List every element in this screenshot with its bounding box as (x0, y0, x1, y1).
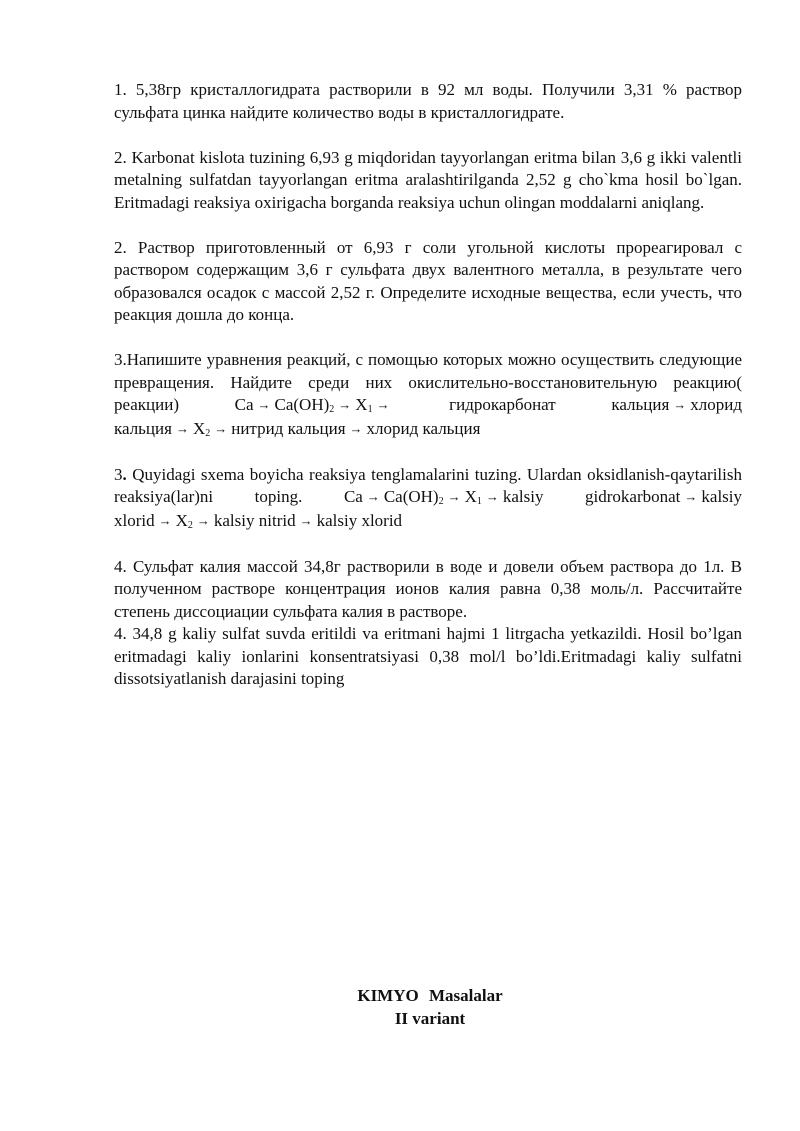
problem-list (114, 79, 742, 691)
arrow-icon: → (376, 397, 390, 412)
formula-ca: Ca (343, 487, 363, 506)
chain-step-4: kalsiy xlorid (316, 510, 403, 530)
problem-3-uz-number: 3 (114, 464, 123, 484)
footer-variant: II variant (394, 1008, 466, 1028)
formula-x2: $X_2$ (175, 510, 193, 531)
problem-2-uz: 2. Karbonat kislota tuzining 6,93 g miqdoridan tayyorlangan eritma bilan 3,6 g ikki valentli metalning sulfatdan tayyorlangan eritma aralashtirilganda 2,52 g cho`kma hosil bo`lgan. Eritmadagi reaksiya oxirigacha borganda reaksiya uchun olingan moddalarni aniqlang. (114, 147, 742, 212)
chain-step-4: хлорид кальция (366, 418, 481, 438)
arrow-icon: → (158, 512, 172, 528)
problem-4-uz: 4. 34,8 g kaliy sulfat suvda eritildi va eritmani hajmi 1 litrgacha yetkazildi. Hosil bo’lgan eritmadagi kaliy ionlarini konsentratsiyasi 0,38 mol/l bo’ldi.Eritmadagi kaliy sulfatni dissotsiyatlanish darajasini toping (114, 624, 742, 688)
chain-step-3: kalsiy nitrid (213, 510, 296, 530)
formula-ca: Ca (234, 395, 254, 414)
arrow-icon: → (338, 397, 352, 412)
arrow-icon: → (196, 512, 210, 528)
arrow-icon: → (214, 420, 228, 436)
chain-step-1: kalsiy gidrokarbonat (502, 487, 681, 506)
footer (0, 985, 800, 1030)
formula-x1: $X_1$ (355, 395, 373, 415)
arrow-icon: → (673, 397, 687, 412)
arrow-icon: → (349, 420, 363, 436)
arrow-icon: → (684, 489, 698, 504)
chain-step-3: нитрид кальция (231, 418, 346, 438)
problem-3-uz-intro: Quyidagi sxema boyicha reaksiya tenglamalarini tuzing. Ulardan oksidlanish-qaytarilish reaksiya(lar)ni toping. (114, 464, 742, 506)
arrow-icon: → (175, 420, 189, 436)
arrow-icon: → (366, 489, 380, 504)
problem-3-ru (114, 349, 742, 441)
arrow-icon: → (257, 397, 271, 412)
formula-caoh2: $Ca(OH)_2$ (383, 487, 444, 507)
arrow-icon: → (485, 489, 499, 504)
chain-step-2: хлорид кальция (114, 395, 743, 438)
problem-3-ru-intro: 3.Напишите уравнения реакций, с помощью которых можно осуществить следующие превращения. Найдите среди них окислительно-восстановительную реакцию( реакции) (114, 350, 742, 414)
formula-x2: $X_2$ (192, 418, 211, 439)
footer-title: KIMYO Masalalar (357, 986, 503, 1005)
problem-4-ru: 4. Сульфат калия массой 34,8г растворили в воде и довели объем раствора до 1л. В полученном растворе концентрация ионов калия равна 0,38 моль/л. Рассчитайте степень диссоциации сульфата калия в растворе. (114, 556, 742, 621)
formula-x1: $X_1$ (464, 487, 482, 507)
arrow-icon: → (299, 512, 313, 528)
problem-2-ru: 2. Раствор приготовленный от 6,93 г соли угольной кислоты прореагировал с раствором содержащим 3,6 г сульфата двух валентного металла, в результате чего образовался осадок с массой 2,52 г. Определите исходные вещества, если учесть, что реакция дошла до конца. (114, 237, 742, 324)
problem-3-uz (114, 464, 742, 534)
chain-step-2: kalsiy xlorid (114, 487, 743, 530)
arrow-icon: → (447, 489, 461, 504)
problem-3-uz-dot: . (122, 464, 127, 484)
chain-step-1: гидрокарбонат кальция (449, 395, 670, 414)
problem-1-ru: 1. 5,38гр кристаллогидрата растворили в 92 мл воды. Получили 3,31 % раствор сульфата цинка найдите количество воды в кристаллогидрате. (114, 80, 742, 122)
formula-caoh2: $Ca(OH)_2$ (274, 395, 335, 415)
